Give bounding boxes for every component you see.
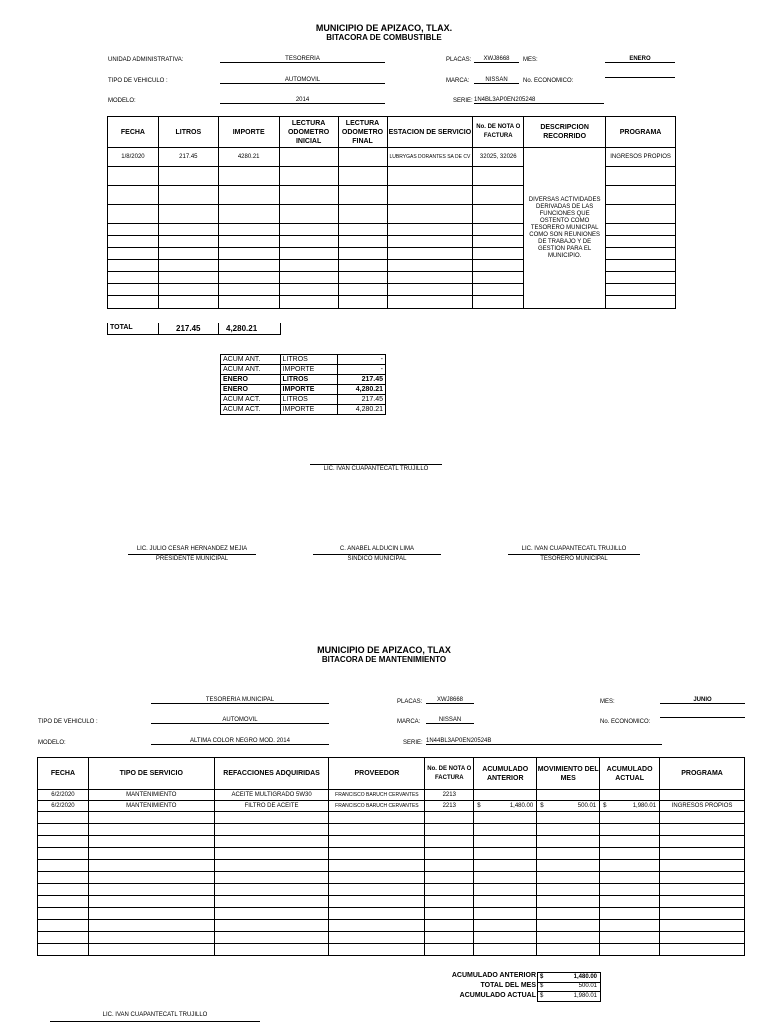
signature-tesorero-role: TESORERO MUNICIPAL	[540, 556, 608, 562]
col-proveedor: PROVEEDOR	[329, 758, 425, 790]
currency-symbol: $	[540, 974, 544, 980]
col-odometro-inicial: LECTURA ODOMETRO INICIAL	[279, 117, 338, 148]
cell-litros: 217.45	[158, 148, 218, 167]
cell-value: 500.01	[577, 803, 597, 809]
mes-value: ENERO	[605, 56, 675, 63]
cell-nota: 32025, 32026	[473, 148, 524, 167]
signature-tesorero-name: LIC. IVAN CUAPANTECATL TRUJILLO	[521, 546, 627, 552]
cell-fecha: 6/2/2020	[38, 790, 89, 801]
currency-symbol: $	[540, 983, 544, 989]
summary-label: ACUMULADO ANTERIOR	[451, 972, 536, 979]
acum-concept: LITROS	[280, 395, 338, 405]
acum-concept: IMPORTE	[280, 385, 338, 395]
table-row	[38, 790, 745, 801]
placas-label: PLACAS:	[446, 57, 472, 63]
currency-symbol: $	[540, 993, 544, 999]
maint-placas-label: PLACAS:	[397, 699, 423, 705]
tipo-label: TIPO DE VEHICULO :	[108, 78, 168, 84]
signature-presidente-role: PRESIDENTE MUNICIPAL	[155, 556, 229, 562]
mes-label: MES:	[523, 57, 538, 63]
maint-tipo-value: AUTOMOVIL	[151, 717, 329, 724]
col-estacion: ESTACION DE SERVICIO	[387, 117, 473, 148]
cell-programa: INGRESOS PROPIOS	[606, 148, 676, 167]
cell-nota: 2213	[425, 801, 474, 812]
currency-symbol: $	[603, 803, 607, 809]
maint-mes-label: MES:	[600, 699, 615, 705]
cell-tipo: MANTENIMIENTO	[88, 801, 214, 812]
maint-signature-name: LIC. IVAN CUAPANTECATL TRUJILLO	[102, 1012, 208, 1018]
maint-economico-label: No. ECONOMICO:	[600, 719, 651, 725]
acum-label: ACUM ANT.	[221, 365, 281, 375]
modelo-label: MODELO:	[108, 98, 136, 104]
cell-importe: 4280.21	[218, 148, 279, 167]
maint-modelo-label: MODELO:	[38, 740, 66, 746]
col-acum-actual: ACUMULADO ACTUAL	[600, 758, 660, 790]
col-acum-anterior: ACUMULADO ANTERIOR	[474, 758, 537, 790]
unidad-value: TESORERIA	[220, 56, 385, 63]
col-importe: IMPORTE	[218, 117, 279, 148]
total-importe: 4,280.21	[226, 324, 258, 333]
signature-sindico-name: C. ANABEL ALDUCIN LIMA	[339, 546, 415, 552]
maint-table	[37, 757, 745, 956]
table-row	[108, 148, 676, 167]
summary-value: 500.01	[578, 983, 597, 989]
cell-estacion: LUBRYGAS DORANTES SA DE CV	[387, 148, 473, 167]
economico-value	[605, 77, 675, 78]
maint-serie-label: SERIE:	[403, 740, 423, 746]
col-fecha: FECHA	[108, 117, 159, 148]
acum-concept: LITROS	[280, 375, 338, 385]
fuel-total-row	[107, 323, 281, 335]
fuel-subtitle: BITACORA DE COMBUSTIBLE	[326, 33, 442, 42]
cell-descripcion: DIVERSAS ACTIVIDADES DERIVADAS DE LAS FUNCIONES QUE OSTENTO COMO TESORERO MUNICIPAL COMO SON REUNIONES DE TRABAJO Y DE GESTION PARA EL MUNICIPIO.	[524, 148, 606, 309]
cell-refaccion: ACEITE MULTIGRADO 5W30	[214, 790, 329, 801]
cell-proveedor: FRANCISCO BARUCH CERVANTES	[329, 801, 425, 812]
tipo-value: AUTOMOVIL	[220, 77, 385, 84]
total-label: TOTAL	[110, 324, 133, 331]
col-descripcion: DESCRIPCION RECORRIDO	[524, 117, 606, 148]
maint-summary	[420, 972, 600, 1002]
signature-line	[128, 554, 256, 555]
cell-refaccion: FILTRO DE ACEITE	[214, 801, 329, 812]
maint-placas-value: XWJ8668	[426, 697, 474, 704]
cell-proveedor: FRANCISCO BARUCH CERVANTES	[329, 790, 425, 801]
maint-unidad-value: TESORERIA MUNICIPAL	[151, 697, 329, 704]
acum-label: ENERO	[221, 385, 281, 395]
maint-marca-value: NISSAN	[426, 717, 474, 724]
col-refacciones: REFACCIONES ADQUIRIDAS	[214, 758, 329, 790]
col-nota: No. DE NOTA O FACTURA	[473, 117, 524, 148]
acum-concept: LITROS	[280, 355, 338, 365]
signature-line	[313, 554, 441, 555]
marca-label: MARCA:	[446, 78, 470, 84]
serie-value: 1N4BL3AP0EN205248	[474, 97, 604, 104]
summary-value: 1,480.00	[573, 974, 597, 980]
summary-value: 1,980.01	[573, 993, 597, 999]
cell-acum-anterior	[474, 801, 537, 812]
acum-concept: IMPORTE	[280, 405, 338, 415]
acum-label: ACUM ACT.	[221, 395, 281, 405]
col-litros: LITROS	[158, 117, 218, 148]
cell-fecha: 1/8/2020	[108, 148, 159, 167]
maint-marca-label: MARCA:	[397, 719, 421, 725]
signature-center: LIC. IVAN CUAPANTECATL TRUJILLO	[310, 464, 442, 472]
acum-value: 4,280.21	[338, 405, 386, 415]
modelo-value: 2014	[220, 97, 385, 104]
maint-economico-value	[660, 717, 745, 718]
summary-label: ACUMULADO ACTUAL	[459, 992, 536, 999]
maint-modelo-value: ALTIMA COLOR NEGRO MOD. 2014	[151, 738, 329, 745]
acum-value: 217.45	[338, 395, 386, 405]
acum-label: ACUM ANT.	[221, 355, 281, 365]
total-litros: 217.45	[176, 324, 201, 333]
col-nota: No. DE NOTA O FACTURA	[425, 758, 474, 790]
currency-symbol: $	[540, 803, 544, 809]
cell-programa: INGRESOS PROPIOS	[660, 801, 745, 812]
cell-tipo: MANTENIMIENTO	[88, 790, 214, 801]
cell-nota: 2213	[425, 790, 474, 801]
acum-value: -	[338, 365, 386, 375]
acum-value: 217.45	[338, 375, 386, 385]
economico-label: No. ECONOMICO:	[523, 78, 574, 84]
cell-fecha: 6/2/2020	[38, 801, 89, 812]
signature-presidente-name: LIC. JULIO CESAR HERNANDEZ MEJIA	[136, 546, 248, 552]
maint-subtitle: BITACORA DE MANTENIMIENTO	[321, 655, 447, 664]
col-movimiento: MOVIMIENTO DEL MES	[537, 758, 600, 790]
table-row	[38, 801, 745, 812]
fuel-table	[107, 116, 676, 309]
placas-value: XWJ8668	[474, 56, 519, 63]
col-fecha: FECHA	[38, 758, 89, 790]
maint-mes-value: JUNIO	[660, 697, 745, 704]
col-tipo-servicio: TIPO DE SERVICIO	[88, 758, 214, 790]
marca-value: NISSAN	[474, 77, 519, 84]
currency-symbol: $	[477, 803, 481, 809]
serie-label: SERIE:	[453, 98, 473, 104]
acum-value: -	[338, 355, 386, 365]
acum-concept: IMPORTE	[280, 365, 338, 375]
maint-title: MUNICIPIO DE APIZACO, TLAX	[317, 645, 451, 655]
fuel-title: MUNICIPIO DE APIZACO, TLAX.	[315, 23, 453, 33]
unidad-label: UNIDAD ADMINISTRATIVA:	[108, 57, 184, 63]
acum-value: 4,280.21	[338, 385, 386, 395]
maint-tipo-label: TIPO DE VEHICULO :	[38, 719, 98, 725]
cell-acum-actual	[600, 801, 660, 812]
signature-line	[50, 1021, 260, 1022]
maint-serie-value: 1N44BL3AP0EN20524B	[426, 738, 662, 745]
summary-label: TOTAL DEL MES	[480, 982, 536, 989]
cell-value: 1,480.00	[509, 803, 534, 809]
cell-movimiento	[537, 801, 600, 812]
col-programa: PROGRAMA	[660, 758, 745, 790]
acum-label: ACUM ACT.	[221, 405, 281, 415]
acum-label: ENERO	[221, 375, 281, 385]
cell-value: 1,980.01	[632, 803, 657, 809]
signature-line	[508, 554, 640, 555]
col-programa: PROGRAMA	[606, 117, 676, 148]
signature-sindico-role: SINDICO MUNICIPAL	[347, 556, 407, 562]
acum-table	[220, 354, 386, 415]
col-odometro-final: LECTURA ODOMETRO FINAL	[338, 117, 387, 148]
